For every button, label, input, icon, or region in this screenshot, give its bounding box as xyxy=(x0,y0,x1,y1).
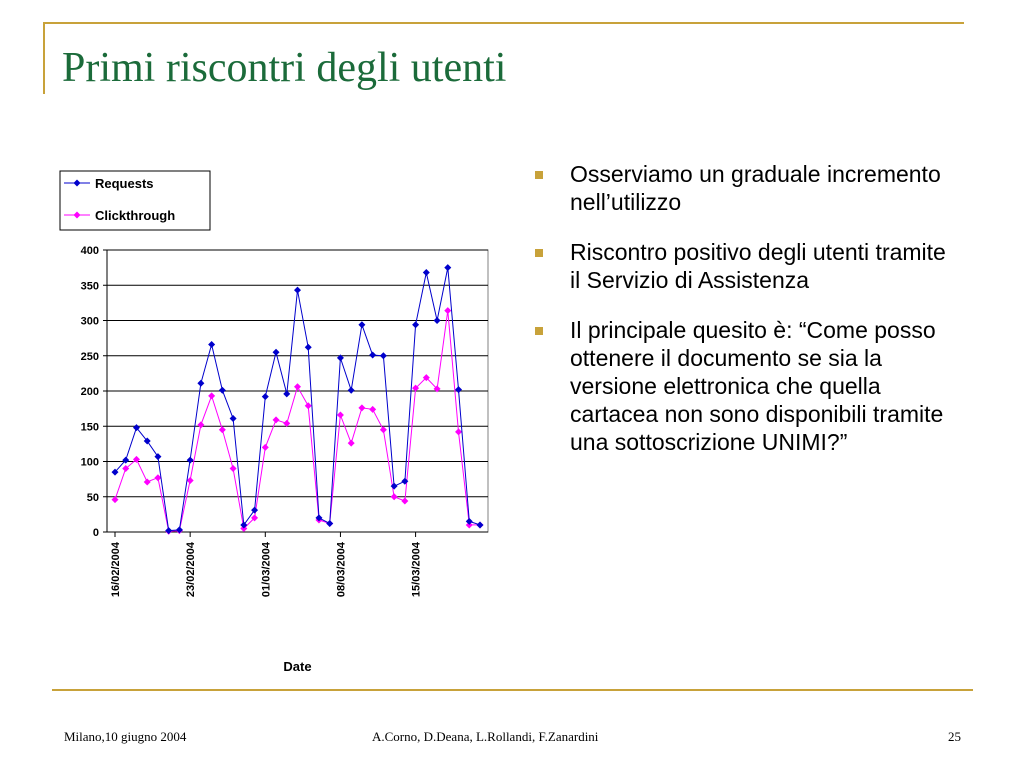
bullet-item xyxy=(532,238,962,294)
footer-authors: A.Corno, D.Deana, L.Rollandi, F.Zanardini xyxy=(372,729,599,744)
chart-x-axis xyxy=(110,532,423,597)
left-frame-line xyxy=(43,22,45,94)
chart-x-axis-label: Date xyxy=(283,659,312,674)
usage-line-chart xyxy=(50,165,550,685)
y-tick-label: 300 xyxy=(80,315,99,328)
chart-legend xyxy=(60,171,210,230)
x-tick-label: 16/02/2004 xyxy=(110,542,122,598)
x-tick-label: 23/02/2004 xyxy=(185,542,198,598)
y-tick-label: 100 xyxy=(80,456,99,469)
x-tick-label: 15/03/2004 xyxy=(410,542,423,598)
square-bullet-icon xyxy=(535,249,543,257)
bullet-text: Osserviamo un graduale incremento nell’utilizzo xyxy=(570,161,941,215)
y-tick-label: 200 xyxy=(80,386,99,398)
bottom-frame-line xyxy=(52,689,973,691)
y-tick-label: 50 xyxy=(86,491,99,504)
square-bullet-icon xyxy=(535,171,543,179)
bullet-text: Il principale quesito è: “Come posso ottenere il documento se sia la versione elettronica che quella cartacea non sono disponibili tramite una sottoscrizione UNIMI?” xyxy=(570,317,944,455)
slide-title: Primi riscontri degli utenti xyxy=(62,45,507,91)
y-tick-label: 350 xyxy=(80,280,99,293)
top-frame-line xyxy=(43,22,964,24)
y-tick-label: 250 xyxy=(80,350,99,363)
legend-label: Clickthrough xyxy=(95,208,176,223)
legend-label: Requests xyxy=(95,176,154,191)
bullet-item xyxy=(532,316,962,456)
y-tick-label: 400 xyxy=(80,245,99,257)
footer-date-place: Milano,10 giugno 2004 xyxy=(64,729,187,744)
bullet-item xyxy=(532,160,962,216)
y-tick-label: 150 xyxy=(80,421,99,434)
square-bullet-icon xyxy=(535,327,543,335)
x-tick-label: 01/03/2004 xyxy=(260,542,273,598)
y-tick-label: 0 xyxy=(92,527,99,539)
bullet-list xyxy=(532,160,962,478)
bullet-text: Riscontro positivo degli utenti tramite il Servizio di Assistenza xyxy=(570,239,946,293)
x-tick-label: 08/03/2004 xyxy=(335,542,348,598)
footer-page-number: 25 xyxy=(948,729,961,744)
